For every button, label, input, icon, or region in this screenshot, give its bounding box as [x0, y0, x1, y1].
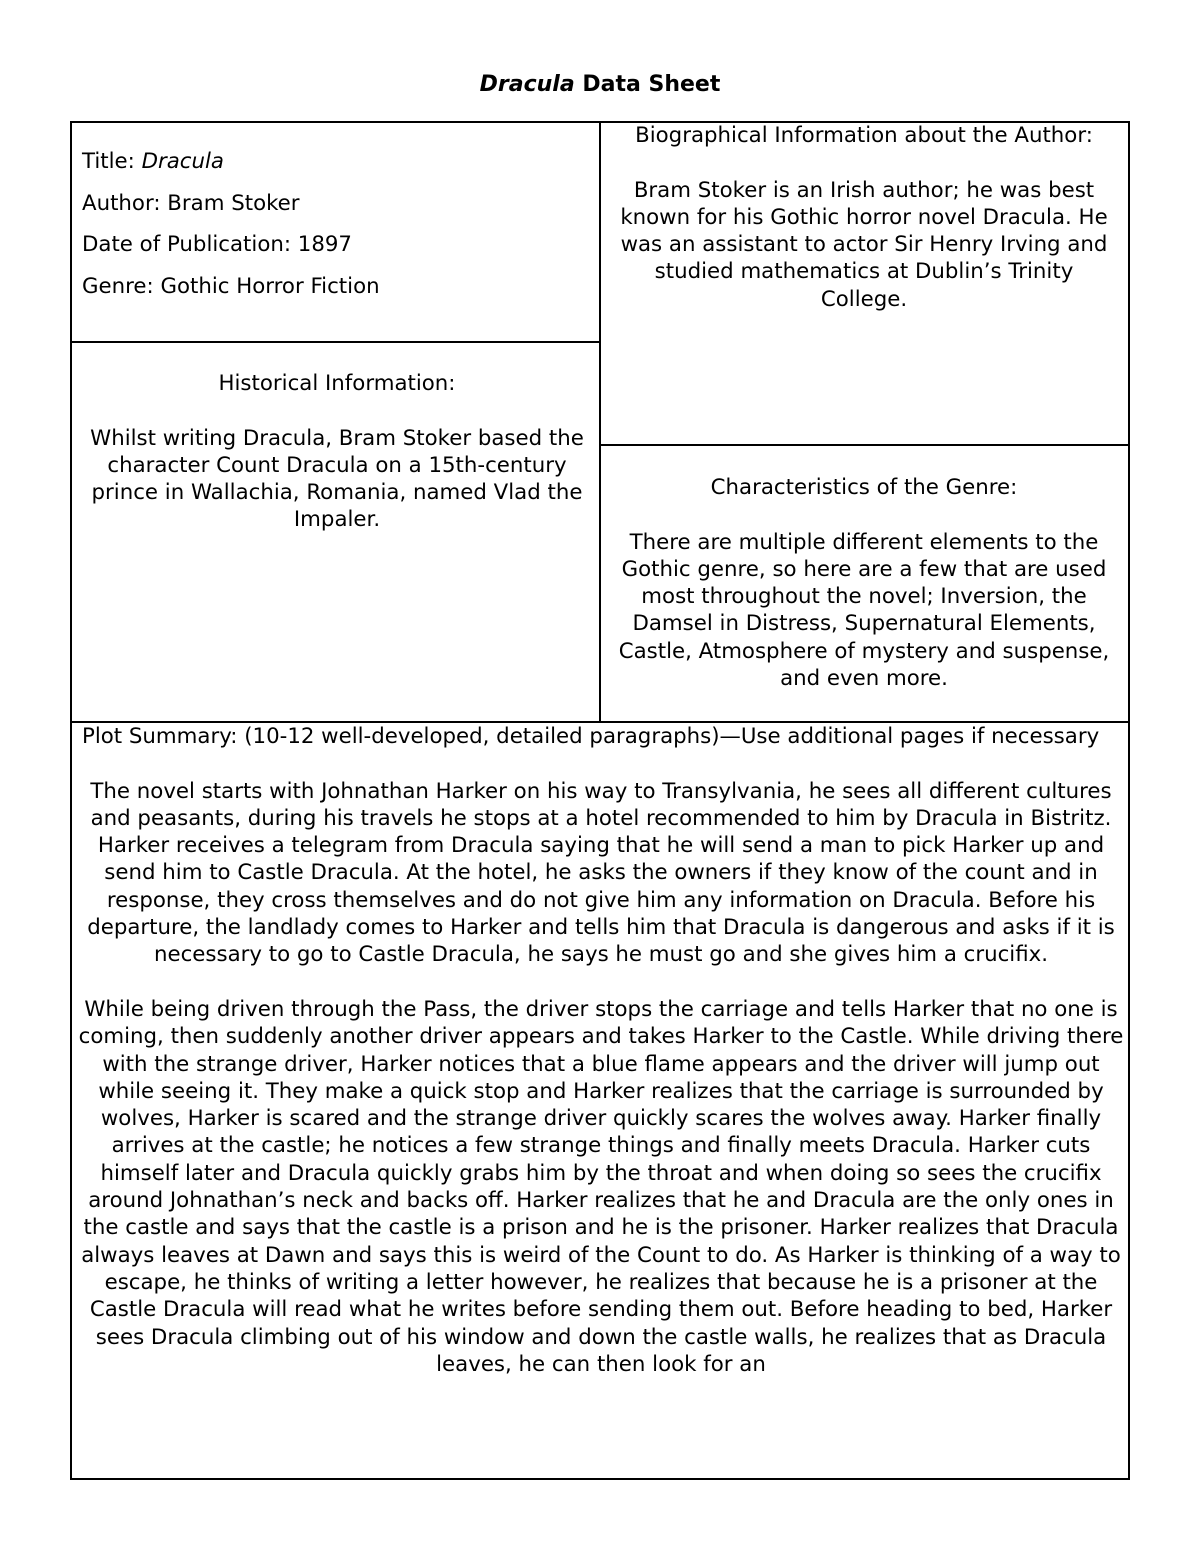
genre-characteristics-heading: Characteristics of the Genre: [710, 475, 1018, 500]
page-title [0, 70, 1200, 100]
table-border-right [1128, 121, 1130, 1479]
title-label: Title: [82, 149, 142, 174]
page-title-rest: Data Sheet [574, 72, 721, 97]
historical-body: Whilst writing Dracula, Bram Stoker based the character Count Dracula on a 15th-century prince in Wallachia, Romania, named Vlad the Impaler. [90, 425, 584, 533]
plot-paragraph: While being driven through the Pass, the driver stops the carriage and tells Harker that no one is coming, then suddenly another driver appears and takes Harker to the Castle. While driving there with the strange driver, Harker notices that a blue flame appears and the driver will jump out while seeing it. They make a quick stop and Harker realizes that the carriage is surrounded by wolves, Harker is scared and the strange driver quickly scares the wolves away. Harker finally arrives at the castle; he notices a few strange things and finally meets Dracula. Harker cuts himself later and Dracula quickly grabs him by the throat and when doing so sees the crucifix around Johnathan’s neck and backs off. Harker realizes that he and Dracula are the only ones in the castle and says that the castle is a prison and he is the prisoner. Harker realizes that Dracula always leaves at Dawn and says this is weird of the Count to do. As Harker is thinking of a way to escape, he thinks of writing a letter however, he realizes that because he is a prisoner at the Castle Dracula will read what he writes before sending them out. Before heading to bed, Harker sees Dracula climbing out of his window and down the castle walls, he realizes that as Dracula leaves, he can then look for an [78, 996, 1124, 1377]
title-value: Dracula [141, 149, 224, 174]
historical-cell [78, 370, 596, 534]
genre-characteristics-cell [604, 474, 1124, 692]
publication-row: Date of Publication: 1897 [82, 232, 352, 257]
plot-summary-heading: Plot Summary: (10-12 well-developed, detailed paragraphs)—Use additional pages if necessary [82, 724, 1100, 749]
plot-summary-cell [78, 723, 1124, 1378]
biography-body: Bram Stoker is an Irish author; he was best known for his Gothic horror novel Dracula. He was an assistant to actor Sir Henry Irving and studied mathematics at Dublin’s Trinity College. [620, 177, 1108, 312]
genre-row: Genre: Gothic Horror Fiction [82, 273, 380, 299]
table-border-bottom [70, 1478, 1130, 1480]
author-row: Author: Bram Stoker [82, 190, 300, 216]
table-divider-left-upper [70, 341, 600, 343]
historical-heading: Historical Information: [218, 371, 456, 396]
page-title-italic: Dracula [479, 72, 575, 97]
genre-characteristics-body: There are multiple different elements to the Gothic genre, so here are a few that are used most throughout the novel; Inversion, the Damsel in Distress, Supernatural Elements, Castle, Atmosphere of mystery and suspense, and even more. [618, 529, 1110, 692]
title-row [82, 148, 592, 175]
table-divider-right [599, 444, 1130, 446]
plot-paragraph: The novel starts with Johnathan Harker on his way to Transylvania, he sees all different cultures and peasants, during his travels he stops at a hotel recommended to him by Dracula in Bistritz. Harker receives a telegram from Dracula saying that he will send a man to pick Harker up and send him to Castle Dracula. At the hotel, he asks the owners if they know of the count and in response, they cross themselves and do not give him any information on Dracula. Before his departure, the landlady comes to Harker and tells him that Dracula is dangerous and asks if it is necessary to go to Castle Dracula, he says he must go and she gives him a crucifix. [87, 778, 1115, 968]
table-column-divider [599, 121, 601, 722]
book-info-cell [82, 148, 592, 314]
biography-cell [604, 122, 1124, 313]
table-border-left [70, 121, 72, 1479]
biography-heading: Biographical Information about the Author: [635, 123, 1093, 148]
